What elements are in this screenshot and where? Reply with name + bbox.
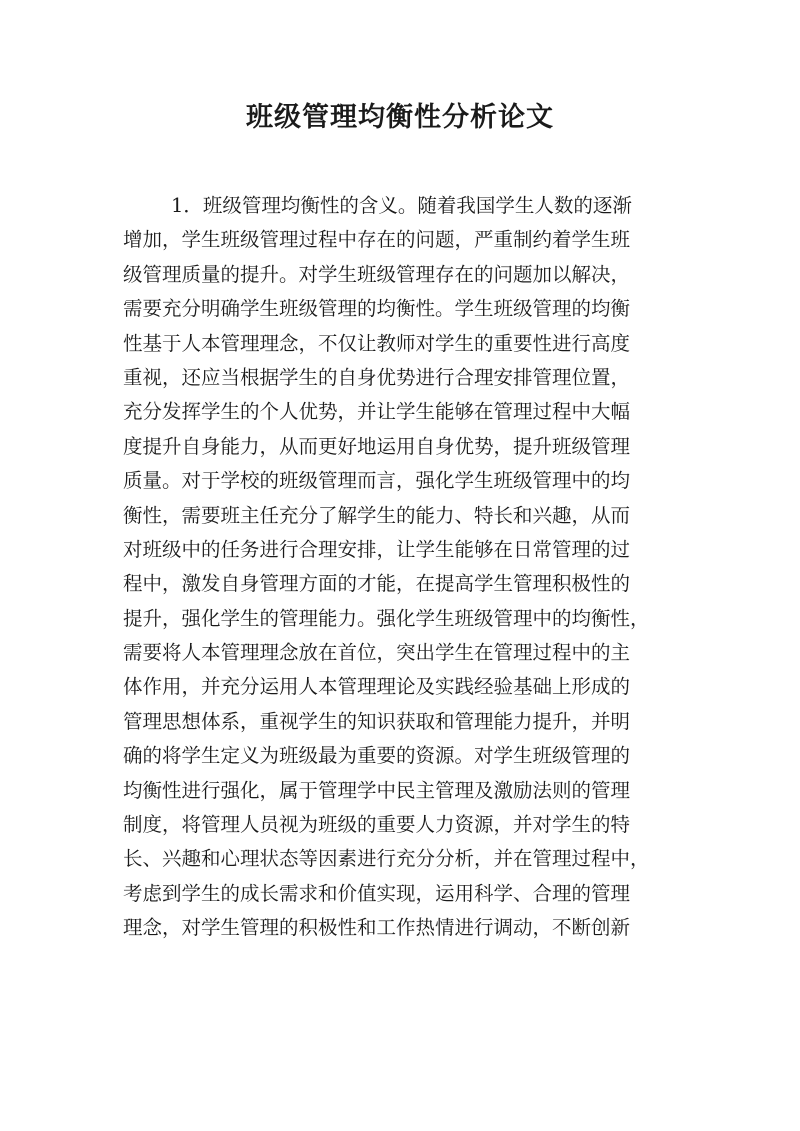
paragraph-line: 1．班级管理均衡性的含义。随着我国学生人数的逐渐 [171,194,632,217]
paragraph-line: 体作用，并充分运用人本管理理论及实践经验基础上形成的 [123,675,631,699]
paragraph-line: 充分发挥学生的个人优势，并让学生能够在管理过程中大幅 [123,400,631,424]
paragraph-line: 对班级中的任务进行合理安排，让学生能够在日常管理的过 [123,537,631,561]
paragraph-line: 管理思想体系，重视学生的知识获取和管理能力提升，并明 [123,709,631,733]
paragraph-line: 衡性，需要班主任充分了解学生的能力、特长和兴趣，从而 [123,503,631,527]
paragraph-line: 均衡性进行强化，属于管理学中民主管理及激励法则的管理 [123,778,631,802]
paragraph-line: 质量。对于学校的班级管理而言，强化学生班级管理中的均 [123,469,631,493]
paragraph-line: 制度，将管理人员视为班级的重要人力资源，并对学生的特 [123,813,631,837]
paragraph-line: 度提升自身能力，从而更好地运用自身优势，提升班级管理 [123,434,631,458]
paragraph-line: 重视，还应当根据学生的自身优势进行合理安排管理位置， [123,365,631,389]
paragraph-line: 性基于人本管理理念，不仅让教师对学生的重要性进行高度 [123,331,631,355]
paragraph-line: 提升，强化学生的管理能力。强化学生班级管理中的均衡性， [123,606,650,630]
paragraph-line: 考虑到学生的成长需求和价值实现，运用科学、合理的管理 [123,881,631,905]
paragraph-line: 理念，对学生管理的积极性和工作热情进行调动，不断创新 [123,916,631,940]
paragraph-line: 增加，学生班级管理过程中存在的问题，严重制约着学生班 [123,228,631,252]
paragraph-line: 程中，激发自身管理方面的才能，在提高学生管理积极性的 [123,572,631,596]
paragraph-line: 需要充分明确学生班级管理的均衡性。学生班级管理的均衡 [123,297,631,321]
paragraph-line: 需要将人本管理理念放在首位，突出学生在管理过程中的主 [123,641,631,665]
document-body [123,189,683,946]
document-title: 班级管理均衡性分析论文 [246,102,554,133]
paragraph-line: 确的将学生定义为班级最为重要的资源。对学生班级管理的 [123,744,631,768]
paragraph-line: 长、兴趣和心理状态等因素进行充分分析，并在管理过程中， [123,847,650,871]
paragraph-line: 级管理质量的提升。对学生班级管理存在的问题加以解决， [123,262,631,286]
